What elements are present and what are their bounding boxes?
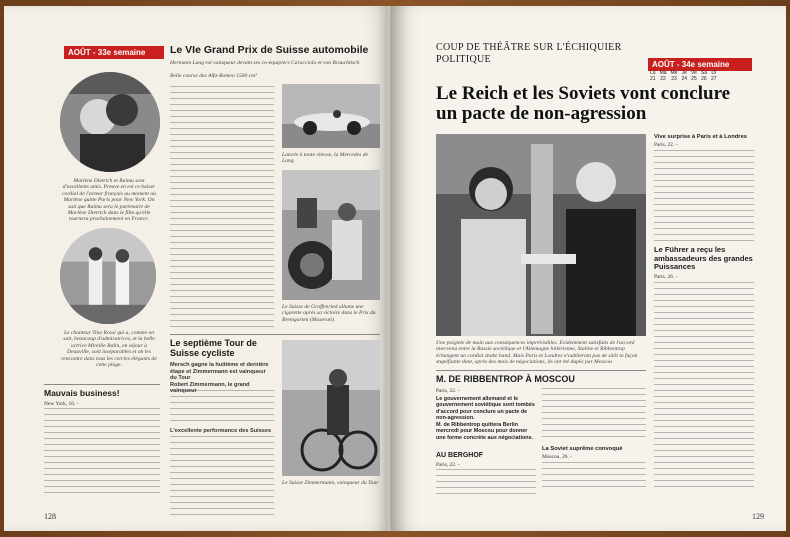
cycling-article-text-2: [170, 436, 274, 516]
grandprix-headline: Le VIe Grand Prix de Suisse automobile: [170, 44, 369, 56]
side-article-text: [654, 150, 754, 242]
cal-day: Lu: [650, 70, 656, 76]
grandprix-subhead-2: Belle course des Alfa-Romeo 1500 cm³: [170, 73, 257, 79]
dietrich-raimu-caption: Marlène Dietrich et Raimu sont d'excellents amis. Preuve en est ce baiser cordial de l'acteur français au moment où Marlène quitte Paris pour New York. On sait que Raimu sera le partenaire de Marlène Dietrich dans le film qu'elle tournera prochainement en France.: [62, 178, 156, 223]
business-headline: Mauvais business!: [44, 388, 120, 398]
mercedes-car-photo: [282, 84, 380, 148]
stalin-ribbentrop-illustration: [436, 134, 646, 336]
rossi-balin-caption: Le chanteur Tino Rossi qui a, comme on sait, beaucoup d'admiratrices, et la belle actrice Mireille Balin, en séjour à Deauville, sont inséparables et on les rencontre dans tous les cercles élégants de cette plage.: [61, 330, 157, 369]
cal-day: Sa: [700, 70, 707, 76]
week-calendar: [648, 70, 719, 82]
cycling-subhead: Mersch gagne la huitième et dernière étape et Zimmermann est vainqueur du Tour: [170, 362, 269, 381]
ribbentrop-dateline: Paris, 22. -: [436, 388, 460, 394]
cal-date: 25: [691, 76, 697, 82]
section-divider: [170, 334, 380, 335]
main-headline: Le Reich et les Soviets vont conclure un pacte de non-agression: [436, 83, 731, 124]
berghof-dateline: Paris, 22. -: [436, 462, 460, 468]
stalin-ribbentrop-photo: [436, 134, 646, 336]
week-label-right: AOÛT - 34e semaine: [648, 58, 752, 71]
rossi-balin-illustration: [60, 228, 156, 324]
ribbentrop-lead-1: Le gouvernement allemand et le gouvernement soviétique sont tombés d'accord pour conclure un pacte de non-agression.: [436, 396, 535, 421]
ribbentrop-lead-2: M. de Ribbentrop quittera Berlin mercredi pour Moscou pour donner une forme concrète aux négociations.: [436, 422, 534, 441]
soviet-dateline: Moscou, 26. -: [542, 454, 572, 460]
page-number-right: 129: [752, 512, 764, 521]
dietrich-raimu-illustration: [60, 72, 160, 172]
zimmermann-caption: Le Suisse Zimmermann, vainqueur du Tour: [282, 480, 379, 486]
cycling-headline: Le septième Tour de Suisse cycliste: [170, 338, 257, 358]
cal-day: Ma: [659, 70, 667, 76]
week-label-left: AOÛT - 33e semaine: [64, 46, 164, 59]
graffenried-caption: Le Suisse de Graffenried allume une cigarette après sa victoire dans le Prix du Bremgarten (Maserati).: [282, 304, 376, 323]
cal-date: 23: [671, 76, 677, 82]
business-divider: [44, 384, 160, 385]
kicker-headline: COUP DE THÉÂTRE SUR L'ÉCHIQUIER POLITIQUE: [436, 42, 622, 65]
side-dateline: Paris, 22. -: [654, 142, 678, 148]
graffenried-photo: [282, 170, 380, 300]
zimmermann-photo: [282, 340, 380, 476]
cal-date: 21: [650, 76, 656, 82]
mercedes-car-illustration: [282, 84, 380, 148]
cal-day: Je: [681, 70, 687, 76]
grandprix-subhead: Hermann Lang est vainqueur devant ses co-équipiers Caracciola et von Brauchitsch: [170, 60, 360, 66]
side-headline: Vive surprise à Paris et à Londres: [654, 134, 748, 140]
mercedes-car-caption: Lancée à toute vitesse, la Mercedes de Lang.: [282, 152, 368, 165]
zimmermann-illustration: [282, 340, 380, 476]
stalin-ribbentrop-caption: Une poignée de main aux conséquences imprévisibles. Evidemment satisfaits de l'accord intervenu entre la Russie soviétique et l'Allemagne hitlérienne, Staline et Ribbentrop échangent un cordial shake hand. Mais Paris et Londres n'oublieront pas de sitôt la façon stupéfiante dont, après des mois de négociations, ils ont été dupés par Moscou: [436, 340, 638, 366]
cycling-article-text: [170, 390, 274, 426]
soviet-headline: La Soviet suprême convoqué: [542, 446, 623, 452]
graffenried-illustration: [282, 170, 380, 300]
fuhrer-article-text: [654, 282, 754, 492]
cal-day: Me: [670, 70, 678, 76]
fuhrer-dateline: Paris, 26. -: [654, 274, 678, 280]
cal-day: Di: [711, 70, 717, 76]
ribbentrop-article-text: [542, 388, 646, 442]
ribbentrop-headline: M. DE RIBBENTROP À MOSCOU: [436, 374, 575, 384]
berghof-article-text: [436, 469, 536, 495]
rossi-balin-photo: [60, 228, 156, 324]
grandprix-article-text: [170, 86, 274, 332]
berghof-headline: AU BERGHOF: [436, 452, 484, 459]
cal-date: 22: [660, 76, 666, 82]
business-article-text: [44, 408, 160, 494]
dietrich-raimu-photo: [60, 72, 160, 172]
cycling-subhead-2: Robert Zimmermann, le grand vainqueur: [170, 382, 250, 394]
right-page: [392, 6, 786, 531]
fuhrer-headline: Le Führer a reçu les ambassadeurs des grandes Puissances: [654, 245, 753, 271]
business-dateline: New York, 16. -: [44, 401, 79, 407]
ribbentrop-divider: [436, 370, 646, 371]
cal-date: 26: [701, 76, 707, 82]
page-number-left: 128: [44, 512, 56, 521]
cal-date: 24: [681, 76, 688, 82]
left-page: [4, 6, 392, 531]
cycling-subhead-3: L'excellente performance des Suisses: [170, 428, 272, 434]
cal-day: Ve: [691, 70, 697, 76]
soviet-article-text: [542, 462, 646, 492]
cal-date: 27: [711, 76, 717, 82]
